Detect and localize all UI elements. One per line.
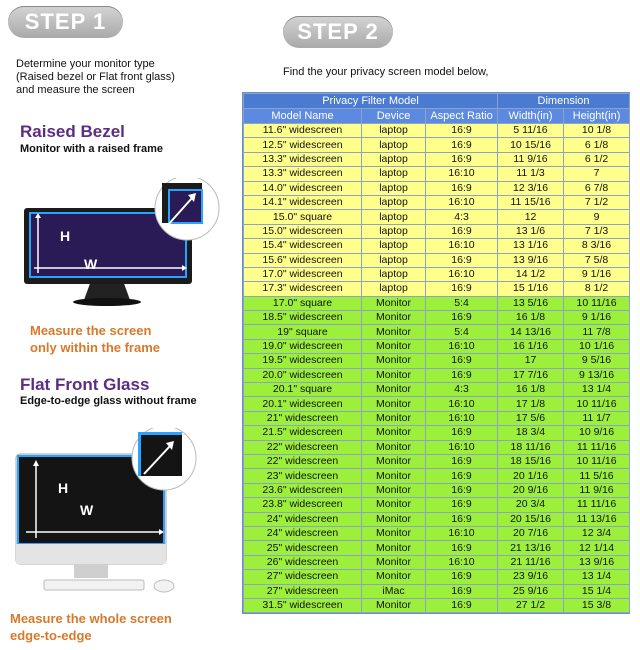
device-cell: Monitor <box>362 411 426 425</box>
flat-h-label: H <box>58 480 69 496</box>
model-name-cell: 19" square <box>244 325 362 339</box>
table-row <box>244 555 630 569</box>
flat-glass-imac-illustration <box>14 428 204 598</box>
model-name-cell: 13.3" widescreen <box>244 167 362 181</box>
height-cell: 12 3/4 <box>564 526 630 540</box>
model-name-cell: 22" widescreen <box>244 440 362 454</box>
step2-instruction: Find the your privacy screen model below, <box>283 66 489 78</box>
table-row <box>244 224 630 238</box>
width-cell: 20 7/16 <box>498 526 564 540</box>
device-cell: Monitor <box>362 570 426 584</box>
width-cell: 17 1/8 <box>498 397 564 411</box>
step1-badge: STEP 1 <box>8 6 123 38</box>
table-row <box>244 296 630 310</box>
height-cell: 13 1/4 <box>564 383 630 397</box>
device-cell: Monitor <box>362 426 426 440</box>
table-row <box>244 239 630 253</box>
table-row <box>244 354 630 368</box>
aspect-ratio-cell: 16:9 <box>426 224 498 238</box>
aspect-ratio-cell: 16:10 <box>426 239 498 253</box>
width-cell: 20 3/4 <box>498 498 564 512</box>
device-cell: Monitor <box>362 440 426 454</box>
model-name-cell: 20.1" widescreen <box>244 397 362 411</box>
column-header-height: Height(in) <box>564 109 630 124</box>
device-cell: Monitor <box>362 541 426 555</box>
device-cell: laptop <box>362 224 426 238</box>
width-cell: 15 1/16 <box>498 282 564 296</box>
width-cell: 17 <box>498 354 564 368</box>
aspect-ratio-cell: 16:9 <box>426 541 498 555</box>
width-cell: 20 1/16 <box>498 469 564 483</box>
table-row <box>244 181 630 195</box>
aspect-ratio-cell: 16:9 <box>426 282 498 296</box>
aspect-ratio-cell: 16:9 <box>426 368 498 382</box>
column-header-model-name: Model Name <box>244 109 362 124</box>
table-body <box>244 124 630 613</box>
aspect-ratio-cell: 16:9 <box>426 454 498 468</box>
flat-caption-line-1: Measure the whole screen <box>10 611 172 626</box>
table-row <box>244 267 630 281</box>
table-row <box>244 138 630 152</box>
width-cell: 11 1/3 <box>498 167 564 181</box>
group-header-dimension: Dimension <box>498 94 630 109</box>
instruction-line-3: and measure the screen <box>16 84 135 96</box>
aspect-ratio-cell: 16:10 <box>426 195 498 209</box>
aspect-ratio-cell: 16:9 <box>426 584 498 598</box>
device-cell: Monitor <box>362 383 426 397</box>
height-cell: 8 1/2 <box>564 282 630 296</box>
column-header-device: Device <box>362 109 426 124</box>
device-cell: Monitor <box>362 483 426 497</box>
table-row <box>244 584 630 598</box>
group-header-model: Privacy Filter Model <box>244 94 498 109</box>
device-cell: laptop <box>362 210 426 224</box>
flat-glass-caption <box>10 610 172 644</box>
flat-caption-line-2: edge-to-edge <box>10 628 92 643</box>
width-cell: 13 9/16 <box>498 253 564 267</box>
model-name-cell: 20.0" widescreen <box>244 368 362 382</box>
device-cell: Monitor <box>362 325 426 339</box>
aspect-ratio-cell: 4:3 <box>426 383 498 397</box>
model-name-cell: 27" widescreen <box>244 570 362 584</box>
device-cell: Monitor <box>362 311 426 325</box>
step2-badge: STEP 2 <box>283 16 393 48</box>
aspect-ratio-cell: 16:9 <box>426 311 498 325</box>
width-cell: 10 15/16 <box>498 138 564 152</box>
table-row <box>244 397 630 411</box>
height-cell: 9 <box>564 210 630 224</box>
width-cell: 25 9/16 <box>498 584 564 598</box>
table-row <box>244 195 630 209</box>
model-name-cell: 12.5" widescreen <box>244 138 362 152</box>
device-cell: laptop <box>362 282 426 296</box>
aspect-ratio-cell: 16:10 <box>426 526 498 540</box>
width-cell: 11 15/16 <box>498 195 564 209</box>
height-cell: 7 <box>564 167 630 181</box>
aspect-ratio-cell: 16:9 <box>426 498 498 512</box>
aspect-ratio-cell: 16:9 <box>426 181 498 195</box>
model-name-cell: 19.5" widescreen <box>244 354 362 368</box>
device-cell: laptop <box>362 181 426 195</box>
height-cell: 7 1/2 <box>564 195 630 209</box>
aspect-ratio-cell: 16:9 <box>426 124 498 138</box>
device-cell: laptop <box>362 152 426 166</box>
aspect-ratio-cell: 16:9 <box>426 138 498 152</box>
flat-glass-subtitle: Edge-to-edge glass without frame <box>20 395 197 407</box>
height-cell: 15 3/8 <box>564 598 630 612</box>
width-cell: 27 1/2 <box>498 598 564 612</box>
width-cell: 12 <box>498 210 564 224</box>
table-row <box>244 167 630 181</box>
table-row <box>244 426 630 440</box>
device-cell: laptop <box>362 138 426 152</box>
table-row <box>244 368 630 382</box>
width-cell: 17 7/16 <box>498 368 564 382</box>
table-row <box>244 210 630 224</box>
aspect-ratio-cell: 16:9 <box>426 512 498 526</box>
table-row <box>244 282 630 296</box>
table-row <box>244 339 630 353</box>
height-cell: 10 11/16 <box>564 454 630 468</box>
device-cell: laptop <box>362 167 426 181</box>
model-name-cell: 17.0" square <box>244 296 362 310</box>
device-cell: laptop <box>362 239 426 253</box>
table-row <box>244 570 630 584</box>
height-cell: 11 5/16 <box>564 469 630 483</box>
table-row <box>244 440 630 454</box>
raised-bezel-title: Raised Bezel <box>20 122 125 141</box>
device-cell: Monitor <box>362 354 426 368</box>
width-cell: 5 11/16 <box>498 124 564 138</box>
table-row <box>244 383 630 397</box>
height-cell: 10 11/16 <box>564 296 630 310</box>
device-cell: Monitor <box>362 498 426 512</box>
device-cell: Monitor <box>362 469 426 483</box>
model-name-cell: 19.0" widescreen <box>244 339 362 353</box>
table-row <box>244 498 630 512</box>
table-row <box>244 311 630 325</box>
width-cell: 16 1/8 <box>498 383 564 397</box>
model-name-cell: 23.8" widescreen <box>244 498 362 512</box>
model-name-cell: 26" widescreen <box>244 555 362 569</box>
width-cell: 17 5/6 <box>498 411 564 425</box>
height-cell: 9 1/16 <box>564 311 630 325</box>
model-name-cell: 15.0" square <box>244 210 362 224</box>
model-name-cell: 24" widescreen <box>244 526 362 540</box>
aspect-ratio-cell: 16:10 <box>426 167 498 181</box>
model-name-cell: 15.0" widescreen <box>244 224 362 238</box>
height-cell: 11 7/8 <box>564 325 630 339</box>
table-row <box>244 598 630 612</box>
height-cell: 6 7/8 <box>564 181 630 195</box>
raised-caption-line-2: only within the frame <box>30 340 161 355</box>
device-cell: iMac <box>362 584 426 598</box>
flat-glass-title: Flat Front Glass <box>20 375 150 394</box>
model-name-cell: 21.5" widescreen <box>244 426 362 440</box>
height-cell: 6 1/2 <box>564 152 630 166</box>
raised-h-label: H <box>60 228 71 244</box>
model-name-cell: 25" widescreen <box>244 541 362 555</box>
table-row <box>244 469 630 483</box>
model-name-cell: 11.6" widescreen <box>244 124 362 138</box>
device-cell: laptop <box>362 195 426 209</box>
model-name-cell: 14.0" widescreen <box>244 181 362 195</box>
aspect-ratio-cell: 4:3 <box>426 210 498 224</box>
height-cell: 11 9/16 <box>564 483 630 497</box>
aspect-ratio-cell: 16:10 <box>426 397 498 411</box>
instruction-line-1: Determine your monitor type <box>16 58 155 70</box>
height-cell: 10 11/16 <box>564 397 630 411</box>
model-name-cell: 17.0" widescreen <box>244 267 362 281</box>
device-cell: laptop <box>362 253 426 267</box>
device-cell: laptop <box>362 124 426 138</box>
height-cell: 13 9/16 <box>564 555 630 569</box>
width-cell: 14 1/2 <box>498 267 564 281</box>
table-row <box>244 512 630 526</box>
width-cell: 16 1/8 <box>498 311 564 325</box>
width-cell: 11 9/16 <box>498 152 564 166</box>
device-cell: Monitor <box>362 368 426 382</box>
device-cell: Monitor <box>362 598 426 612</box>
aspect-ratio-cell: 16:9 <box>426 483 498 497</box>
device-cell: Monitor <box>362 526 426 540</box>
device-cell: Monitor <box>362 454 426 468</box>
model-name-cell: 18.5" widescreen <box>244 311 362 325</box>
aspect-ratio-cell: 5:4 <box>426 325 498 339</box>
height-cell: 10 1/16 <box>564 339 630 353</box>
instruction-line-2: (Raised bezel or Flat front glass) <box>16 71 175 83</box>
width-cell: 21 13/16 <box>498 541 564 555</box>
aspect-ratio-cell: 16:10 <box>426 555 498 569</box>
height-cell: 10 9/16 <box>564 426 630 440</box>
aspect-ratio-cell: 16:9 <box>426 570 498 584</box>
model-name-cell: 24" widescreen <box>244 512 362 526</box>
aspect-ratio-cell: 16:9 <box>426 469 498 483</box>
table-row <box>244 541 630 555</box>
aspect-ratio-cell: 16:9 <box>426 598 498 612</box>
width-cell: 13 1/16 <box>498 239 564 253</box>
height-cell: 11 11/16 <box>564 440 630 454</box>
height-cell: 11 11/16 <box>564 498 630 512</box>
aspect-ratio-cell: 5:4 <box>426 296 498 310</box>
device-cell: Monitor <box>362 397 426 411</box>
device-cell: Monitor <box>362 512 426 526</box>
model-name-cell: 15.6" widescreen <box>244 253 362 267</box>
aspect-ratio-cell: 16:9 <box>426 426 498 440</box>
raised-w-label: W <box>84 256 98 272</box>
model-name-cell: 22" widescreen <box>244 454 362 468</box>
model-name-cell: 21" widescreen <box>244 411 362 425</box>
width-cell: 13 1/6 <box>498 224 564 238</box>
device-cell: Monitor <box>362 296 426 310</box>
height-cell: 11 1/7 <box>564 411 630 425</box>
width-cell: 20 9/16 <box>498 483 564 497</box>
table-row <box>244 454 630 468</box>
height-cell: 6 1/8 <box>564 138 630 152</box>
table-row <box>244 483 630 497</box>
aspect-ratio-cell: 16:10 <box>426 339 498 353</box>
width-cell: 21 11/16 <box>498 555 564 569</box>
height-cell: 13 1/4 <box>564 570 630 584</box>
column-header-aspect-ratio: Aspect Ratio <box>426 109 498 124</box>
step1-instructions <box>16 58 175 97</box>
model-name-cell: 20.1" square <box>244 383 362 397</box>
aspect-ratio-cell: 16:10 <box>426 267 498 281</box>
aspect-ratio-cell: 16:9 <box>426 354 498 368</box>
height-cell: 9 1/16 <box>564 267 630 281</box>
table-row <box>244 124 630 138</box>
height-cell: 10 1/8 <box>564 124 630 138</box>
model-name-cell: 15.4" widescreen <box>244 239 362 253</box>
raised-bezel-subtitle: Monitor with a raised frame <box>20 143 164 155</box>
device-cell: Monitor <box>362 555 426 569</box>
height-cell: 7 5/8 <box>564 253 630 267</box>
model-name-cell: 13.3" widescreen <box>244 152 362 166</box>
model-name-cell: 23" widescreen <box>244 469 362 483</box>
column-header-width: Width(in) <box>498 109 564 124</box>
width-cell: 23 9/16 <box>498 570 564 584</box>
height-cell: 11 13/16 <box>564 512 630 526</box>
width-cell: 20 15/16 <box>498 512 564 526</box>
width-cell: 18 3/4 <box>498 426 564 440</box>
device-cell: Monitor <box>362 339 426 353</box>
height-cell: 8 3/16 <box>564 239 630 253</box>
height-cell: 12 1/14 <box>564 541 630 555</box>
width-cell: 18 15/16 <box>498 454 564 468</box>
width-cell: 12 3/16 <box>498 181 564 195</box>
height-cell: 15 1/4 <box>564 584 630 598</box>
table-row <box>244 411 630 425</box>
table-row <box>244 526 630 540</box>
table-row <box>244 253 630 267</box>
device-cell: laptop <box>362 267 426 281</box>
model-name-cell: 14.1" widescreen <box>244 195 362 209</box>
raised-bezel-caption <box>30 322 160 356</box>
width-cell: 18 11/16 <box>498 440 564 454</box>
width-cell: 16 1/16 <box>498 339 564 353</box>
model-name-cell: 17.3" widescreen <box>244 282 362 296</box>
table-row <box>244 325 630 339</box>
height-cell: 9 5/16 <box>564 354 630 368</box>
width-cell: 14 13/16 <box>498 325 564 339</box>
aspect-ratio-cell: 16:10 <box>426 411 498 425</box>
raised-bezel-monitor-illustration <box>22 178 227 308</box>
model-name-cell: 27" widescreen <box>244 584 362 598</box>
aspect-ratio-cell: 16:9 <box>426 152 498 166</box>
model-name-cell: 23.6" widescreen <box>244 483 362 497</box>
flat-w-label: W <box>80 502 94 518</box>
table-row <box>244 152 630 166</box>
raised-caption-line-1: Measure the screen <box>30 323 152 338</box>
width-cell: 13 5/16 <box>498 296 564 310</box>
aspect-ratio-cell: 16:10 <box>426 440 498 454</box>
height-cell: 9 13/16 <box>564 368 630 382</box>
privacy-filter-table <box>242 92 630 614</box>
model-name-cell: 31.5" widescreen <box>244 598 362 612</box>
height-cell: 7 1/3 <box>564 224 630 238</box>
aspect-ratio-cell: 16:9 <box>426 253 498 267</box>
